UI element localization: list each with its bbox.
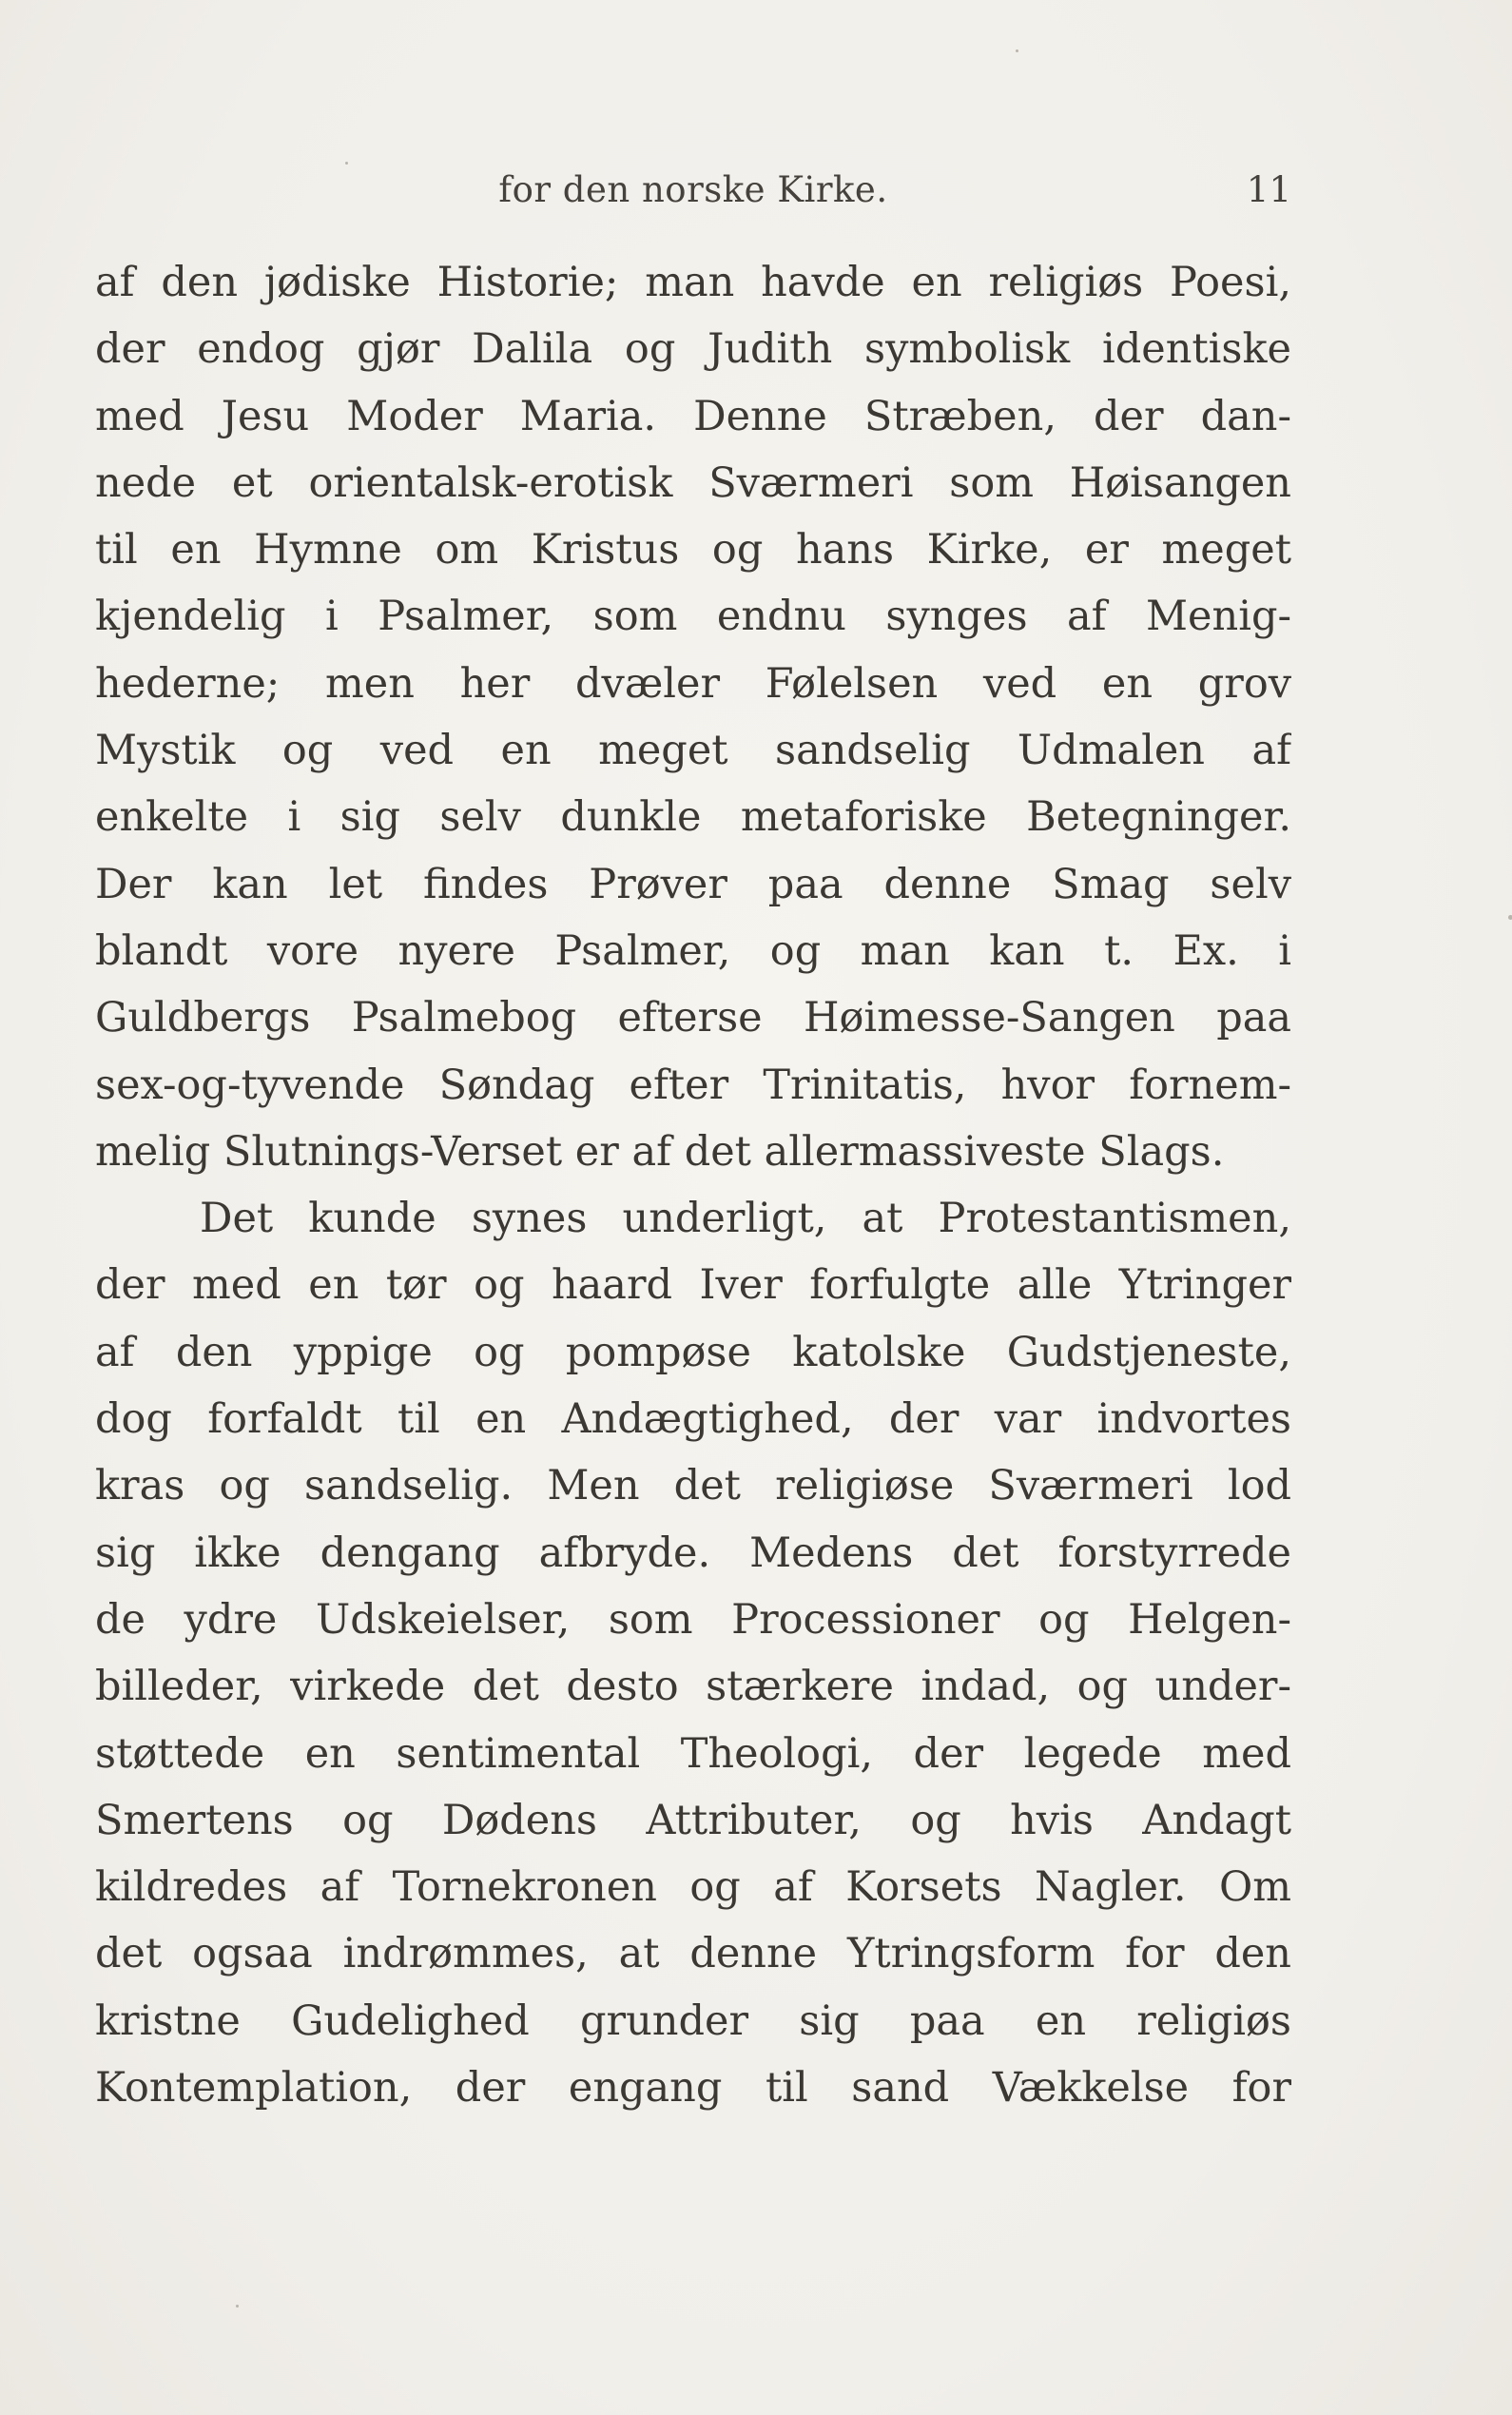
text-line: sex-og-tyvende Søndag efter Trinitatis, hvor fornem- xyxy=(95,1061,1291,1109)
text-line: Guldbergs Psalmebog efterse Høimesse-Sangen paa xyxy=(95,994,1291,1042)
text-line: kristne Gudelighed grunder sig paa en religiøs xyxy=(95,1996,1291,2045)
paper-speck xyxy=(345,162,348,165)
paper-speck xyxy=(1508,915,1512,920)
text-line: melig Slutnings-Verset er af det allermassiveste Slags. xyxy=(95,1127,1225,1176)
text-line: det ogsaa indrømmes, at denne Ytringsform for den xyxy=(95,1930,1291,1978)
text-line: til en Hymne om Kristus og hans Kirke, er meget xyxy=(95,526,1291,575)
text-line: nede et orientalsk-erotisk Sværmeri som Høisangen xyxy=(95,458,1291,507)
text-line: der endog gjør Dalila og Judith symbolisk identiske xyxy=(95,325,1291,374)
text-line: de ydre Udskeielser, som Processioner og Helgen- xyxy=(95,1595,1291,1644)
text-line: af den jødiske Historie; man havde en religiøs Poesi, xyxy=(95,259,1291,306)
text-line: der med en tør og haard Iver forfulgte alle Ytringer xyxy=(95,1261,1291,1310)
running-title: for den norske Kirke. xyxy=(498,169,888,210)
text-line: kjendelig i Psalmer, som endnu synges af Menig- xyxy=(95,593,1291,641)
paragraph-start-line: Det kunde synes underligt, at Protestantismen, xyxy=(200,1195,1291,1243)
text-line: kildredes af Tornekronen og af Korsets Nagler. Om xyxy=(95,1863,1291,1912)
text-line: af den yppige og pompøse katolske Gudstjeneste, xyxy=(95,1328,1291,1376)
paper-speck xyxy=(236,2305,239,2308)
text-line: enkelte i sig selv dunkle metaforiske Betegninger. xyxy=(95,793,1291,842)
text-line: blandt vore nyere Psalmer, og man kan t. Ex. i xyxy=(95,926,1291,975)
text-line: hederne; men her dvæler Følelsen ved en grov xyxy=(95,659,1291,708)
text-line: Smertens og Dødens Attributer, og hvis Andagt xyxy=(95,1796,1291,1844)
text-line: Kontemplation, der engang til sand Vækkelse for xyxy=(95,2064,1291,2113)
text-line: kras og sandselig. Men det religiøse Sværmeri lod xyxy=(95,1462,1291,1510)
text-line: sig ikke dengang afbryde. Medens det forstyrrede xyxy=(95,1529,1291,1577)
text-line: støttede en sentimental Theologi, der legede med xyxy=(95,1729,1291,1778)
paper-speck xyxy=(1016,49,1018,52)
text-line: Mystik og ved en meget sandselig Udmalen af xyxy=(95,727,1291,775)
body-text xyxy=(95,249,1291,2121)
text-line: Der kan let findes Prøver paa denne Smag selv xyxy=(95,860,1291,908)
text-line: dog forfaldt til en Andægtighed, der var indvortes xyxy=(95,1395,1291,1444)
text-line: billeder, virkede det desto stærkere indad, og under- xyxy=(95,1663,1291,1711)
page-number: 11 xyxy=(1246,169,1291,210)
text-line: med Jesu Moder Maria. Denne Stræben, der dan- xyxy=(95,392,1291,440)
page-header xyxy=(95,169,1291,217)
